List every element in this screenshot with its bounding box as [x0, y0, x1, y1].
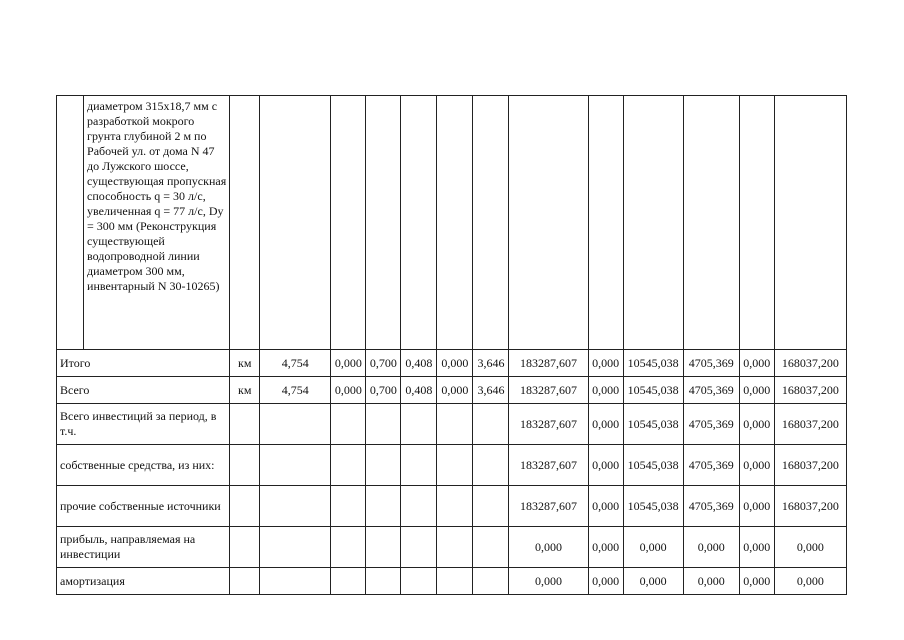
cost-cell: 0,000 — [739, 350, 774, 377]
table-row-other-own-sources — [57, 486, 847, 527]
investment-table — [56, 95, 847, 595]
table-row-own-funds — [57, 445, 847, 486]
cost-cell: 0,000 — [774, 527, 846, 568]
cost-cell: 168037,200 — [774, 445, 846, 486]
cost-cell: 0,000 — [588, 486, 623, 527]
row-label: прочие собственные источники — [57, 486, 230, 527]
value-cell: 0,408 — [401, 350, 437, 377]
row-label: собственные средства, из них: — [57, 445, 230, 486]
cost-cell: 10545,038 — [623, 486, 683, 527]
total-cost-cell: 183287,607 — [509, 445, 588, 486]
cost-cell: 0,000 — [588, 350, 623, 377]
cost-cell: 0,000 — [588, 568, 623, 595]
cost-cell: 0,000 — [588, 404, 623, 445]
value-cell: 0,000 — [331, 377, 366, 404]
cost-cell: 0,000 — [739, 445, 774, 486]
cost-cell: 0,000 — [683, 527, 739, 568]
row-label: амортизация — [57, 568, 230, 595]
cost-cell: 10545,038 — [623, 350, 683, 377]
cost-cell: 0,000 — [588, 527, 623, 568]
value-cell: 0,700 — [366, 377, 401, 404]
qty-cell: 4,754 — [260, 377, 331, 404]
row-label: прибыль, направляемая на инвестиции — [57, 527, 230, 568]
cost-cell: 0,000 — [683, 568, 739, 595]
cost-cell: 4705,369 — [683, 350, 739, 377]
value-cell: 3,646 — [473, 377, 509, 404]
cost-cell: 4705,369 — [683, 486, 739, 527]
cost-cell: 0,000 — [588, 445, 623, 486]
value-cell: 3,646 — [473, 350, 509, 377]
table-row-itogo — [57, 350, 847, 377]
value-cell: 0,000 — [437, 377, 473, 404]
unit-cell: км — [230, 377, 260, 404]
cost-cell: 0,000 — [588, 377, 623, 404]
cost-cell: 168037,200 — [774, 350, 846, 377]
cost-cell: 0,000 — [623, 527, 683, 568]
row-number-cell — [57, 96, 84, 350]
total-cost-cell: 183287,607 — [509, 350, 588, 377]
value-cell: 0,000 — [437, 350, 473, 377]
cost-cell: 0,000 — [739, 486, 774, 527]
cost-cell: 10545,038 — [623, 445, 683, 486]
table-row-amortization — [57, 568, 847, 595]
table-row-vsego — [57, 377, 847, 404]
row-label: Итого — [57, 350, 230, 377]
cost-cell: 0,000 — [739, 404, 774, 445]
total-cost-cell: 183287,607 — [509, 404, 588, 445]
value-cell: 0,700 — [366, 350, 401, 377]
total-cost-cell: 0,000 — [509, 568, 588, 595]
table-row-total-investment — [57, 404, 847, 445]
unit-cell: км — [230, 350, 260, 377]
total-cost-cell: 183287,607 — [509, 377, 588, 404]
table-row-continued — [57, 96, 847, 350]
cost-cell: 0,000 — [774, 568, 846, 595]
cost-cell: 4705,369 — [683, 445, 739, 486]
cost-cell: 4705,369 — [683, 377, 739, 404]
cost-cell: 4705,369 — [683, 404, 739, 445]
cost-cell: 0,000 — [739, 377, 774, 404]
description-cell: диаметром 315x18,7 мм с разработкой мокрого грунта глубиной 2 м по Рабочей ул. от дома N 47 до Лужского шоссе, существующая пропускная способность q = 30 л/с, увеличенная q = 77 л/с, Dy = 300 мм (Реконструкция существующей водопроводной линии диаметром 300 мм, инвентарный N 30-10265) — [84, 96, 230, 350]
row-label: Всего — [57, 377, 230, 404]
table-row-profit-investment — [57, 527, 847, 568]
cost-cell: 168037,200 — [774, 377, 846, 404]
total-cost-cell: 183287,607 — [509, 486, 588, 527]
cost-cell: 10545,038 — [623, 377, 683, 404]
cost-cell: 168037,200 — [774, 486, 846, 527]
total-cost-cell: 0,000 — [509, 527, 588, 568]
value-cell: 0,000 — [331, 350, 366, 377]
cost-cell: 0,000 — [739, 527, 774, 568]
cost-cell: 168037,200 — [774, 404, 846, 445]
qty-cell: 4,754 — [260, 350, 331, 377]
cost-cell: 0,000 — [623, 568, 683, 595]
cost-cell: 10545,038 — [623, 404, 683, 445]
cost-cell: 0,000 — [739, 568, 774, 595]
value-cell: 0,408 — [401, 377, 437, 404]
row-label: Всего инвестиций за период, в т.ч. — [57, 404, 230, 445]
